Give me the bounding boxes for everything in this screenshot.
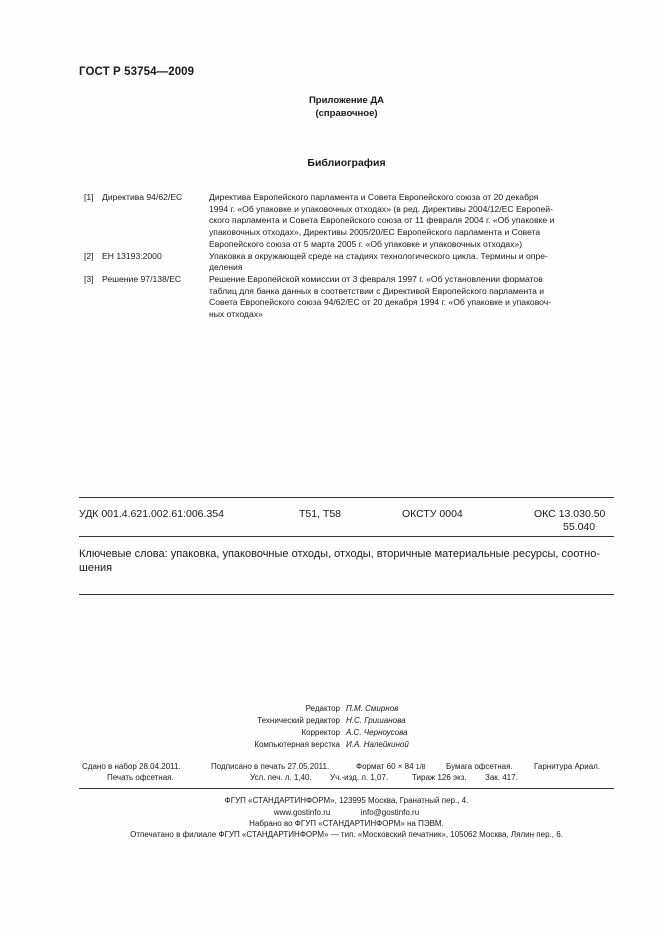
typeface: Гарнитура Ариал. (534, 762, 601, 771)
appendix-title: Приложение ДА (308, 95, 385, 106)
divider (79, 497, 614, 498)
credit-role: Редактор (305, 704, 340, 713)
print-type: Печать офсетная. (107, 773, 174, 782)
entry-line: таблиц для банка данных в соответствии с Директивой Европейского парламента и (209, 285, 545, 296)
credit-name: А.С. Черноусова (346, 728, 408, 737)
print-run: Тираж 126 экз. (412, 773, 467, 782)
printed-sheets: Усл. печ. л. 1,40. (250, 773, 312, 782)
t-code: Т51, Т58 (299, 508, 342, 520)
entry-reference: Директива 94/62/ЕС (102, 192, 183, 202)
keywords (79, 548, 619, 575)
bibliography-entry (84, 274, 614, 321)
entry-line: Решение Европейской комиссии от 3 февраля 1997 г. «Об установлении форматов (209, 273, 543, 284)
credit-name: И.А. Налейкиной (346, 740, 409, 749)
credit-corrector (170, 728, 408, 737)
credit-role: Технический редактор (257, 716, 340, 725)
document-header: ГОСТ Р 53754—2009 (79, 66, 195, 78)
bibliography-list (84, 192, 614, 321)
entry-number: [3] (84, 273, 94, 284)
signed-to-print: Подписано в печать 27.05.2011. (211, 762, 330, 771)
credit-layout (170, 740, 409, 749)
entry-line: Упаковка в окружающей среде на стадиях технологического цикла. Термины и опре- (209, 250, 548, 261)
publisher-address: ФГУП «СТАНДАРТИНФОРМ», 123995 Москва, Гранатный пер., 4. (224, 796, 469, 805)
entry-reference: ЕН 13193:2000 (102, 250, 162, 261)
udk-code: УДК 001.4.621.002.61:006.354 (79, 508, 224, 520)
entry-line: Европейского союза от 5 марта 2005 г. «Об упаковке и упаковочных отходах») (209, 238, 523, 249)
oks-code: ОКС 13.030.50 (534, 508, 606, 520)
entry-line: 1994 г. «Об упаковке и упаковочных отходах» (в ред. Директивы 2004/12/ЕС Европей- (209, 203, 553, 214)
entry-line: упаковочных отходах», Директивы 2005/20/ЕС Европейского парламента и Совета (209, 227, 541, 238)
entry-line: Директива Европейского парламента и Совета Европейского союза от 20 декабря (209, 192, 539, 202)
entry-description (209, 274, 614, 321)
credit-role: Компьютерная верстка (254, 740, 340, 749)
website-link[interactable]: www.gostinfo.ru (273, 808, 331, 817)
sent-to-typesetting: Сдано в набор 28.04.2011. (82, 762, 181, 771)
order-number: Зак. 417. (485, 773, 518, 782)
publishing-sheets: Уч.-изд. л. 1,07. (330, 773, 389, 782)
entry-reference: Решение 97/138/ЕС (102, 273, 182, 284)
entry-description (209, 192, 614, 251)
format-fraction: 1/8 (415, 764, 426, 771)
entry-line: ского парламента и Совета Европейского союза от 11 февраля 2004 г. «Об упаковке и (209, 215, 555, 226)
divider (79, 594, 614, 595)
entry-line: ных отходах» (209, 309, 263, 320)
divider (79, 788, 614, 789)
format-value: Формат 60 × 84 (356, 762, 414, 771)
paper-type: Бумага офсетная. (446, 762, 513, 771)
credit-tech-editor (170, 716, 406, 725)
credit-role: Корректор (301, 728, 340, 737)
email-link[interactable]: info@gostinfo.ru (360, 808, 420, 817)
okstu-code: ОКСТУ 0004 (402, 508, 463, 520)
appendix-subtitle: (справочное) (315, 108, 378, 119)
entry-number: [2] (84, 250, 94, 261)
credit-name: Н.С. Гришанова (346, 716, 406, 725)
entry-line: Совета Европейского союза 94/62/ЕС от 20 декабря 1994 г. «Об упаковке и упаковоч- (209, 297, 552, 308)
entry-number: [1] (84, 192, 94, 202)
oks-code-secondary: 55.040 (563, 521, 596, 533)
publisher-contacts (79, 808, 614, 817)
keywords-line: шения (79, 561, 113, 574)
entry-description (209, 251, 614, 274)
bibliography-entry (84, 192, 614, 251)
entry-line: деления (209, 262, 243, 273)
bibliography-title: Библиография (307, 157, 386, 169)
keywords-line: Ключевые слова: упаковка, упаковочные отходы, отходы, вторичные материальные ресурсы, соотно- (79, 548, 600, 560)
bibliography-entry (84, 251, 614, 274)
divider (79, 536, 614, 537)
typeset-note: Набрано во ФГУП «СТАНДАРТИНФОРМ» на ПЭВМ. (249, 819, 444, 828)
printed-note: Отпечатано в филиале ФГУП «СТАНДАРТИНФОРМ» — тип. «Московский печатник», 105062 Москва, Лялин пер., 6. (130, 830, 563, 839)
credit-editor (250, 704, 398, 713)
format (356, 762, 426, 771)
credit-name: П.М. Смирнов (346, 704, 399, 713)
